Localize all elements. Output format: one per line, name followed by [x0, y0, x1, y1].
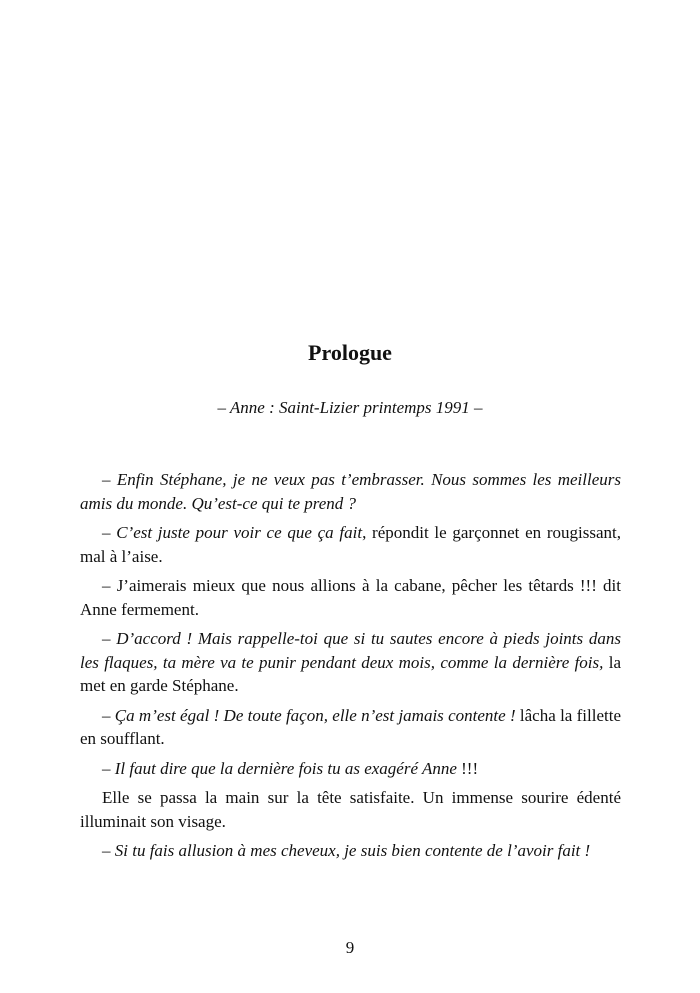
narration-text: !!!: [456, 758, 479, 778]
dialogue-text: – Ça m’est égal ! De toute façon, elle n’est jamais contente !: [102, 705, 516, 725]
chapter-title: Prologue: [308, 340, 392, 365]
paragraph: [80, 704, 621, 751]
narration-text: la met en garde Stéphane.: [80, 652, 621, 695]
page-number: 9: [345, 938, 355, 957]
paragraph: [80, 521, 621, 568]
paragraph: [80, 574, 621, 621]
dialogue-text: – C’est juste pour voir ce que ça fait: [102, 523, 363, 542]
chapter-body: [80, 468, 621, 863]
narration-text: lâcha la fillette en soufflant.: [80, 705, 622, 748]
dialogue-text: – D’accord ! Mais rappelle-toi que si tu sautes encore à pieds joints dans les flaques, ta mère va te punir pendant deux mois, comme la dernière fois,: [80, 629, 621, 672]
narration-text: Elle se passa la main sur la tête satisfaite. Un immense sourire édenté illuminait son visage.: [80, 788, 621, 831]
narration-text: , répondit le garçonnet en rougissant, mal à l’aise.: [80, 523, 622, 566]
paragraph: [80, 757, 621, 781]
paragraph: [80, 786, 621, 833]
dialogue-text: – Il faut dire que la dernière fois tu as exagéré Anne: [102, 758, 457, 778]
paragraph: [80, 839, 621, 863]
narration-text: – J’aimerais mieux que nous allions à la cabane, pêcher les têtards !!! dit Anne fermement.: [80, 576, 621, 619]
paragraph: [80, 627, 621, 698]
paragraph: [80, 468, 621, 515]
dialogue-text: – Enfin Stéphane, je ne veux pas t’embrasser. Nous sommes les meilleurs amis du monde. Qu’est-ce qui te prend ?: [80, 470, 621, 513]
dialogue-text: – Si tu fais allusion à mes cheveux, je suis bien contente de l’avoir fait !: [102, 841, 591, 860]
chapter-subtitle: – Anne : Saint-Lizier printemps 1991 –: [217, 398, 483, 417]
